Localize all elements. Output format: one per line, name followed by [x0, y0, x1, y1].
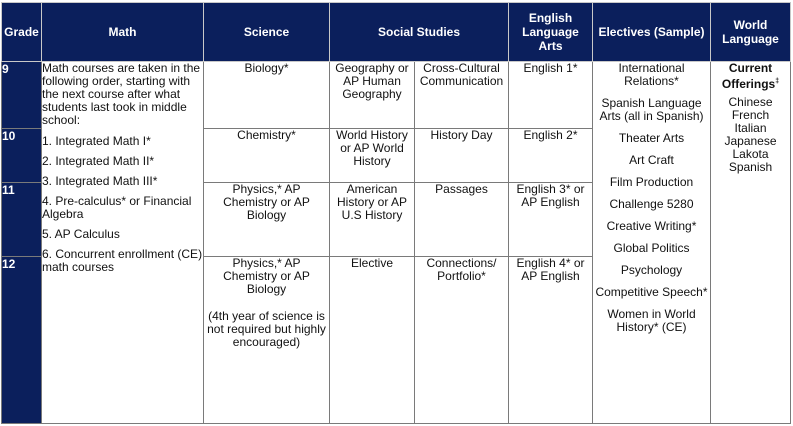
header-english: English Language Arts: [509, 3, 593, 62]
language-item: French: [731, 108, 770, 122]
grade-label: 10: [2, 129, 42, 183]
header-science: Science: [204, 3, 330, 62]
elective-item: Creative Writing*: [606, 219, 697, 233]
science-cell: [204, 257, 330, 424]
elective-item: Women in World History* (CE): [607, 307, 696, 334]
grade-label: 9: [2, 62, 42, 129]
science-cell: Biology*: [204, 62, 330, 129]
language-item: Italian: [734, 121, 767, 135]
world-language-cell: [711, 62, 791, 424]
social-cell: Elective: [330, 257, 415, 424]
language-item: Lakota: [732, 147, 769, 161]
english-cell: English 1*: [509, 62, 593, 129]
social-cell: Cross-Cultural Communication: [415, 62, 509, 129]
world-language-title: [711, 62, 790, 91]
math-intro: Math courses are taken in the following order, starting with the next course after what students last took in middle school:: [42, 61, 201, 127]
elective-item: Competitive Speech*: [595, 285, 708, 299]
header-electives: Electives (Sample): [593, 3, 711, 62]
social-cell: History Day: [415, 129, 509, 183]
social-cell: Geography or AP Human Geography: [330, 62, 415, 129]
electives-cell: [593, 62, 711, 424]
english-cell: English 3* or AP English: [509, 183, 593, 257]
english-cell: English 2*: [509, 129, 593, 183]
math-cell: [42, 62, 204, 424]
language-item: Japanese: [724, 134, 777, 148]
offerings-label: Current Offerings: [721, 61, 776, 91]
header-world-language: World Language: [711, 3, 791, 62]
social-cell: World History or AP World History: [330, 129, 415, 183]
science-cell: Chemistry*: [204, 129, 330, 183]
social-cell: Passages: [415, 183, 509, 257]
elective-item: Theater Arts: [618, 131, 685, 145]
math-course: 5. AP Calculus: [42, 227, 120, 241]
header-row: [2, 3, 791, 62]
header-math: Math: [42, 3, 204, 62]
grade-label: 11: [2, 183, 42, 257]
math-course: 2. Integrated Math II*: [42, 154, 155, 168]
english-cell: English 4* or AP English: [509, 257, 593, 424]
elective-item: Art Craft: [629, 153, 674, 167]
math-course: 1. Integrated Math I*: [42, 134, 151, 148]
language-item: Chinese: [728, 95, 773, 109]
header-social-studies: Social Studies: [330, 3, 509, 62]
grade-label: 12: [2, 257, 42, 424]
math-course: 6. Concurrent enrollment (CE) math courses: [42, 247, 203, 274]
social-cell: American History or AP U.S History: [330, 183, 415, 257]
grade-row-9: [2, 62, 791, 129]
science-cell: Physics,* AP Chemistry or AP Biology: [204, 183, 330, 257]
social-cell: Connections/ Portfolio*: [415, 257, 509, 424]
elective-item: Psychology: [620, 263, 683, 277]
science-note: (4th year of science is not required but highly encouraged): [207, 309, 326, 349]
elective-item: Spanish Language Arts (all in Spanish): [599, 96, 704, 123]
language-item: Spanish: [728, 160, 773, 174]
elective-item: Global Politics: [613, 241, 690, 255]
course-table: [1, 2, 791, 424]
math-course: 4. Pre-calculus* or Financial Algebra: [42, 194, 192, 221]
elective-item: International Relations*: [618, 61, 685, 88]
science-course: Physics,* AP Chemistry or AP Biology: [223, 256, 310, 296]
header-grade: Grade: [2, 3, 42, 62]
elective-item: Film Production: [609, 175, 694, 189]
elective-item: Challenge 5280: [609, 197, 694, 211]
math-course: 3. Integrated Math III*: [42, 174, 158, 188]
footnote-mark: ‡: [775, 78, 780, 85]
